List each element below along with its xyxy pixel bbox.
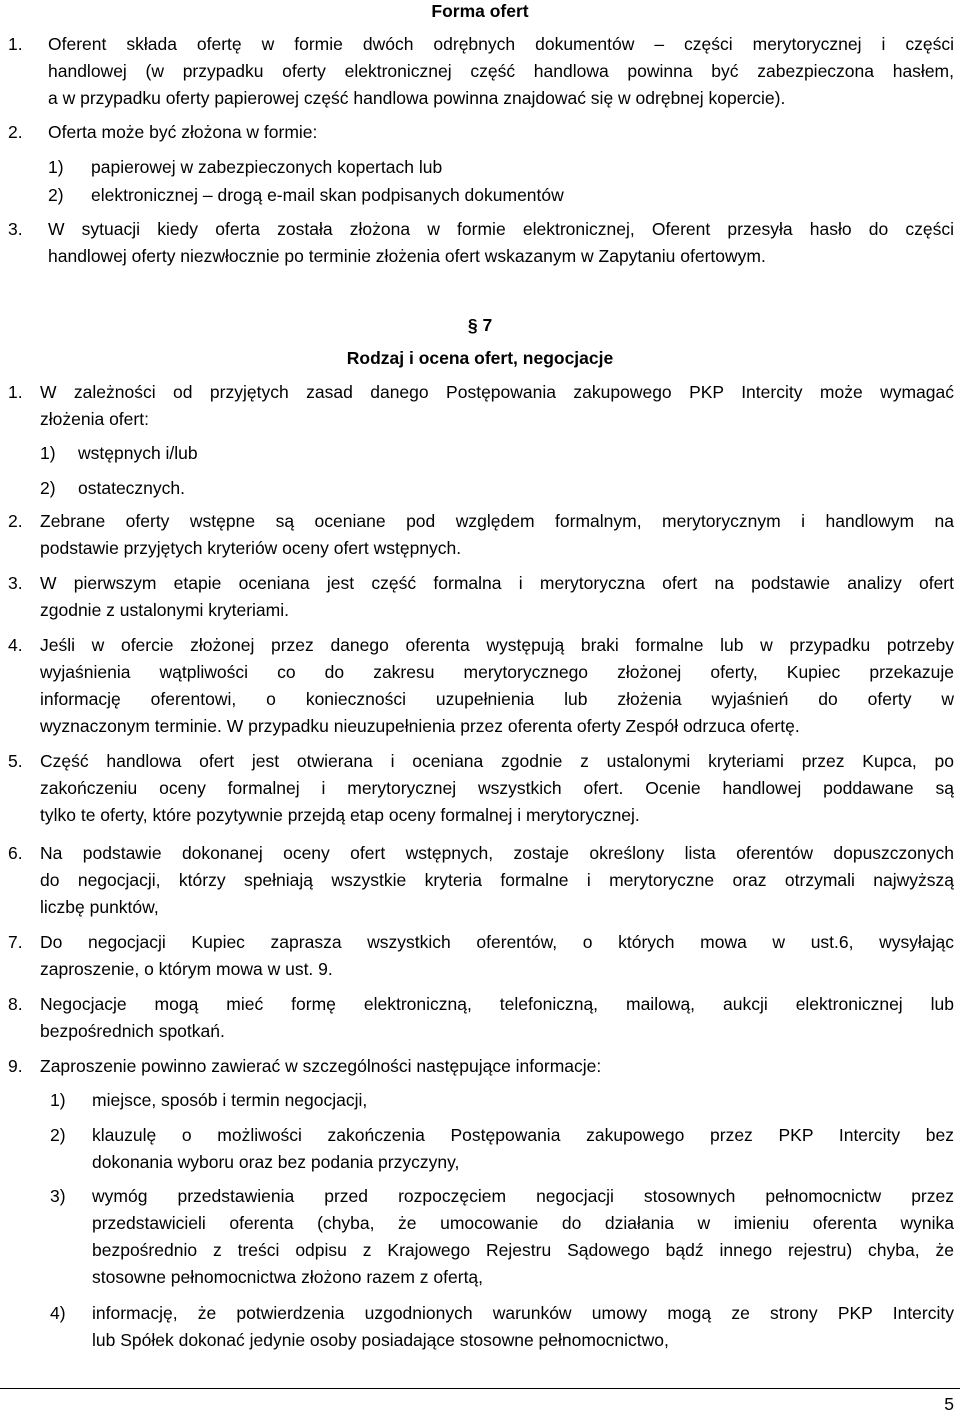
paragraph-line: złożenia ofert: bbox=[40, 409, 149, 429]
paragraph-line: Oferent składa ofertę w formie dwóch odrębnych dokumentów – części merytorycznej i części bbox=[48, 34, 954, 54]
paragraph-line: Negocjacje mogą mieć formę elektroniczną, telefoniczną, mailową, aukcji elektronicznej lub bbox=[40, 994, 954, 1014]
paragraph-line: Zaproszenie powinno zawierać w szczególności następujące informacje: bbox=[40, 1056, 602, 1076]
paragraph-line: Do negocjacji Kupiec zaprasza wszystkich oferentów, o których mowa w ust.6, wysyłając bbox=[40, 932, 954, 952]
footer-rule bbox=[0, 1388, 960, 1389]
sublist-text: lub Spółek dokonać jedynie osoby posiadające stosowne pełnomocnictwo, bbox=[92, 1330, 669, 1350]
section-title: Rodzaj i ocena ofert, negocjacje bbox=[346, 348, 614, 368]
sublist-text: elektronicznej – drogą e-mail skan podpisanych dokumentów bbox=[91, 185, 564, 205]
paragraph-line: W zależności od przyjętych zasad danego Postępowania zakupowego PKP Intercity może wymagać bbox=[40, 382, 954, 402]
sublist-text: bezpośrednio z treści odpisu z Krajowego Rejestru Sądowego bądź innego rejestru) chyba, że bbox=[92, 1240, 954, 1260]
sublist-text: stosowne pełnomocnictwa złożono razem z ofertą, bbox=[92, 1267, 484, 1287]
sublist-text: ostatecznych. bbox=[78, 478, 185, 498]
paragraph-line: liczbę punktów, bbox=[40, 897, 159, 917]
sublist-number: 1) bbox=[40, 443, 56, 463]
section-number-heading bbox=[0, 314, 960, 336]
paragraph-line: handlowej oferty niezwłocznie po terminie złożenia ofert wskazanym w Zapytaniu ofertowym. bbox=[48, 246, 766, 266]
paragraph-line: W sytuacji kiedy oferta została złożona w formie elektronicznej, Oferent przesyła hasło do części bbox=[48, 219, 954, 239]
paragraph-line: zgodnie z ustalonymi kryteriami. bbox=[40, 600, 289, 620]
paragraph-line: wyznaczonym terminie. W przypadku nieuzupełnienia przez oferenta oferty Zespół odrzuca ofertę. bbox=[40, 716, 800, 736]
list-number: 2. bbox=[8, 122, 23, 142]
sublist-number: 1) bbox=[48, 157, 64, 177]
paragraph-line: wyjaśnienia wątpliwości co do zakresu merytorycznego złożonej oferty, Kupiec przekazuje bbox=[40, 662, 954, 682]
list-number: 9. bbox=[8, 1056, 23, 1076]
sublist-number: 4) bbox=[50, 1303, 66, 1323]
section-number: 7 bbox=[482, 315, 493, 335]
sublist-number: 1) bbox=[50, 1090, 66, 1110]
sublist-text: dokonania wyboru oraz bez podania przyczyny, bbox=[92, 1152, 460, 1172]
sublist-text: przedstawicieli oferenta (chyba, że umocowanie do działania w imieniu oferenta wynika bbox=[92, 1213, 954, 1233]
sublist-text: klauzulę o możliwości zakończenia Postępowania zakupowego przez PKP Intercity bez bbox=[92, 1125, 954, 1145]
paragraph-line: do negocjacji, którzy spełniają wszystkie kryteria formalne i merytoryczne oraz otrzymali najwyższą bbox=[40, 870, 954, 890]
list-number: 3. bbox=[8, 573, 23, 593]
list-number: 8. bbox=[8, 994, 23, 1014]
paragraph-symbol: § bbox=[467, 315, 478, 335]
sublist-number: 3) bbox=[50, 1186, 66, 1206]
sublist-text: wstępnych i/lub bbox=[78, 443, 198, 463]
section-heading-forma-ofert: Forma ofert bbox=[431, 1, 529, 21]
paragraph-line: podstawie przyjętych kryteriów oceny ofert wstępnych. bbox=[40, 538, 462, 558]
list-number: 6. bbox=[8, 843, 23, 863]
paragraph-line: tylko te oferty, które pozytywnie przejdą etap oceny formalnej i merytorycznej. bbox=[40, 805, 640, 825]
list-number: 1. bbox=[8, 382, 23, 402]
paragraph-line: a w przypadku oferty papierowej część handlowa powinna znajdować się w odrębnej kopercie). bbox=[48, 88, 786, 108]
paragraph-line: W pierwszym etapie oceniana jest część formalna i merytoryczna ofert na podstawie analizy ofert bbox=[40, 573, 954, 593]
sublist-text: informację, że potwierdzenia uzgodnionych warunków umowy mogą ze strony PKP Intercity bbox=[92, 1303, 954, 1323]
sublist-text: papierowej w zabezpieczonych kopertach lub bbox=[91, 157, 443, 177]
sublist-text: miejsce, sposób i termin negocjacji, bbox=[92, 1090, 368, 1110]
page-number: 5 bbox=[944, 1394, 954, 1414]
paragraph-line: bezpośrednich spotkań. bbox=[40, 1021, 225, 1041]
sublist-text: wymóg przedstawienia przed rozpoczęciem negocjacji stosownych pełnomocnictw przez bbox=[92, 1186, 954, 1206]
paragraph-line: informację oferentowi, o konieczności uzupełnienia lub złożenia wyjaśnień do oferty w bbox=[40, 689, 954, 709]
paragraph-line: Zebrane oferty wstępne są oceniane pod względem formalnym, merytorycznym i handlowym na bbox=[40, 511, 954, 531]
list-number: 1. bbox=[8, 34, 23, 54]
list-number: 5. bbox=[8, 751, 23, 771]
paragraph-line: Jeśli w ofercie złożonej przez danego oferenta występują braki formalne lub w przypadku potrzeby bbox=[40, 635, 954, 655]
list-number: 3. bbox=[8, 219, 23, 239]
sublist-number: 2) bbox=[40, 478, 56, 498]
paragraph-line: Oferta może być złożona w formie: bbox=[48, 122, 318, 142]
sublist-number: 2) bbox=[48, 185, 64, 205]
paragraph-line: zaproszenie, o którym mowa w ust. 9. bbox=[40, 959, 333, 979]
paragraph-line: zakończeniu oceny formalnej i merytorycznej wszystkich ofert. Ocenie handlowej poddawane są bbox=[40, 778, 954, 798]
paragraph-line: handlowej (w przypadku oferty elektronicznej część handlowa powinna być zabezpieczona hasłem, bbox=[48, 61, 954, 81]
list-number: 4. bbox=[8, 635, 23, 655]
list-number: 2. bbox=[8, 511, 23, 531]
sublist-number: 2) bbox=[50, 1125, 66, 1145]
paragraph-line: Część handlowa ofert jest otwierana i oceniana zgodnie z ustalonymi kryteriami przez Kupca, po bbox=[40, 751, 954, 771]
list-number: 7. bbox=[8, 932, 23, 952]
paragraph-line: Na podstawie dokonanej oceny ofert wstępnych, zostaje określony lista oferentów dopuszczonych bbox=[40, 843, 954, 863]
